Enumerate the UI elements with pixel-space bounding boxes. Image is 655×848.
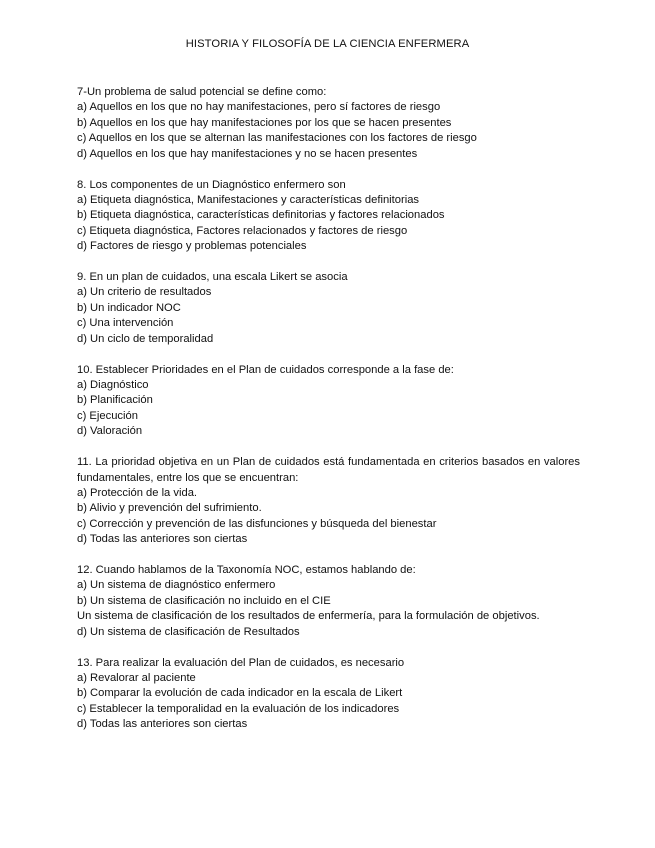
answer-option-b: b) Planificación — [77, 394, 153, 407]
question-12 — [77, 563, 580, 640]
answer-option-d: d) Un sistema de clasificación de Resultados — [77, 625, 300, 638]
answer-option-d: d) Valoración — [77, 425, 143, 438]
answer-option-a: a) Etiqueta diagnóstica, Manifestaciones y características definitorias — [77, 193, 420, 206]
question-stem: 9. En un plan de cuidados, una escala Likert se asocia — [77, 271, 348, 284]
answer-option-c: c) Etiqueta diagnóstica, Factores relacionados y factores de riesgo — [77, 224, 408, 237]
answer-option-c: c) Ejecución — [77, 409, 138, 422]
answer-option-a: a) Revalorar al paciente — [77, 672, 196, 684]
question-stem: 7-Un problema de salud potencial se define como: — [77, 86, 327, 98]
question-9 — [77, 270, 580, 347]
question-list — [77, 85, 580, 748]
answer-option-c: c) Aquellos en los que se alternan las manifestaciones con los factores de riesgo — [77, 132, 477, 145]
answer-option-b: b) Un sistema de clasificación no incluido en el CIE — [77, 594, 331, 607]
answer-option-b: b) Comparar la evolución de cada indicador en la escala de Likert — [77, 687, 403, 700]
answer-option-b: b) Etiqueta diagnóstica, características definitorias y factores relacionados — [77, 209, 445, 222]
question-stem: 8. Los componentes de un Diagnóstico enfermero son — [77, 178, 346, 191]
question-stem: 11. La prioridad objetiva en un Plan de cuidados está fundamentada en criterios basados en valores fundamentales, entre los que se encuentran: — [77, 456, 580, 484]
answer-option-a: a) Protección de la vida. — [77, 486, 198, 499]
answer-option-b: b) Aquellos en los que hay manifestaciones por los que se hacen presentes — [77, 116, 452, 129]
question-13 — [77, 656, 580, 733]
answer-option-a: a) Diagnóstico — [77, 379, 149, 391]
question-10 — [77, 363, 580, 440]
question-7 — [77, 85, 580, 162]
answer-option-d: d) Todas las anteriores son ciertas — [77, 533, 248, 546]
answer-option-c: Un sistema de clasificación de los resultados de enfermería, para la formulación de objetivos. — [77, 610, 540, 623]
answer-option-c: c) Una intervención — [77, 317, 174, 330]
answer-option-d: d) Aquellos en los que hay manifestaciones y no se hacen presentes — [77, 147, 418, 160]
answer-option-a: a) Aquellos en los que no hay manifestaciones, pero sí factores de riesgo — [77, 101, 441, 114]
question-stem: 12. Cuando hablamos de la Taxonomía NOC, estamos hablando de: — [77, 564, 416, 577]
answer-option-d: d) Un ciclo de temporalidad — [77, 332, 214, 345]
question-8 — [77, 178, 580, 255]
answer-option-b: b) Un indicador NOC — [77, 301, 181, 314]
document-title: HISTORIA Y FILOSOFÍA DE LA CIENCIA ENFERMERA — [185, 38, 470, 50]
answer-option-a: a) Un criterio de resultados — [77, 286, 212, 299]
answer-option-d: d) Todas las anteriores son ciertas — [77, 718, 248, 731]
answer-option-c: c) Corrección y prevención de las disfunciones y búsqueda del bienestar — [77, 517, 437, 530]
question-11 — [77, 455, 580, 547]
question-stem: 10. Establecer Prioridades en el Plan de cuidados corresponde a la fase de: — [77, 363, 454, 376]
answer-option-a: a) Un sistema de diagnóstico enfermero — [77, 579, 276, 592]
answer-option-b: b) Alivio y prevención del sufrimiento. — [77, 502, 262, 515]
answer-option-d: d) Factores de riesgo y problemas potenciales — [77, 240, 307, 253]
question-stem: 13. Para realizar la evaluación del Plan de cuidados, es necesario — [77, 656, 405, 669]
answer-option-c: c) Establecer la temporalidad en la evaluación de los indicadores — [77, 702, 400, 715]
